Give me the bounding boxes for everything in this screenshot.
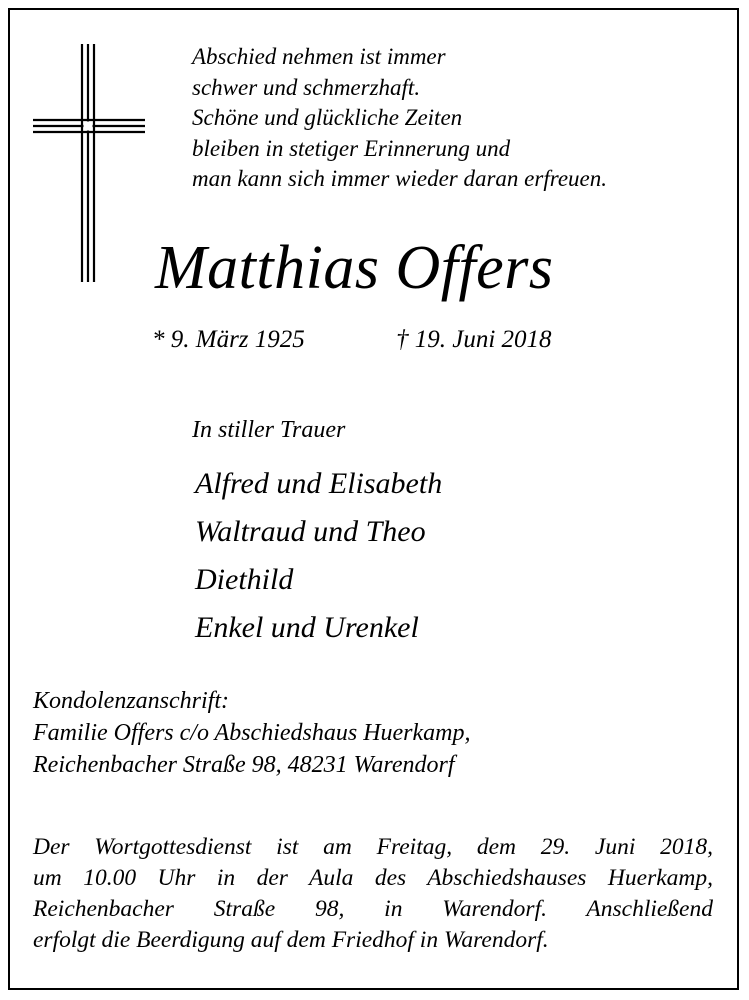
mourner: Alfred und Elisabeth — [195, 467, 443, 500]
birth-date: * 9. März 1925 — [152, 326, 305, 353]
service-line: um 10.00 Uhr in der Aula des Abschiedshauses Huerkamp, — [33, 865, 713, 891]
death-date: † 19. Juni 2018 — [396, 326, 552, 353]
mourners-list — [195, 464, 442, 656]
deceased-name: Matthias Offers — [155, 234, 554, 302]
service-line: erfolgt die Beerdigung auf dem Friedhof in Warendorf. — [33, 927, 549, 953]
mourner: Diethild — [195, 563, 294, 596]
condolence-line: Familie Offers c/o Abschiedshaus Huerkamp, — [33, 720, 471, 746]
mourning-intro: In stiller Trauer — [192, 417, 346, 443]
mourner: Enkel und Urenkel — [195, 611, 419, 644]
mourner: Waltraud und Theo — [195, 515, 426, 548]
condolence-line: Reichenbacher Straße 98, 48231 Warendorf — [33, 752, 455, 778]
service-line: Der Wortgottesdienst ist am Freitag, dem 29. Juni 2018, — [33, 834, 713, 860]
poem-line: Abschied nehmen ist immer — [192, 44, 446, 69]
poem-line: bleiben in stetiger Erinnerung und — [192, 135, 511, 161]
poem-line: Schöne und glückliche Zeiten — [192, 105, 463, 130]
condolence-label: Kondolenzanschrift: — [33, 688, 229, 714]
cross-icon — [33, 44, 145, 282]
poem-line: schwer und schmerzhaft. — [192, 74, 421, 100]
service-notice — [33, 832, 713, 956]
poem-line: man kann sich immer wieder daran erfreuen. — [192, 166, 607, 191]
service-line: Reichenbacher Straße 98, in Warendorf. Anschließend — [33, 896, 713, 922]
poem — [192, 42, 607, 195]
condolence-address — [33, 685, 471, 781]
